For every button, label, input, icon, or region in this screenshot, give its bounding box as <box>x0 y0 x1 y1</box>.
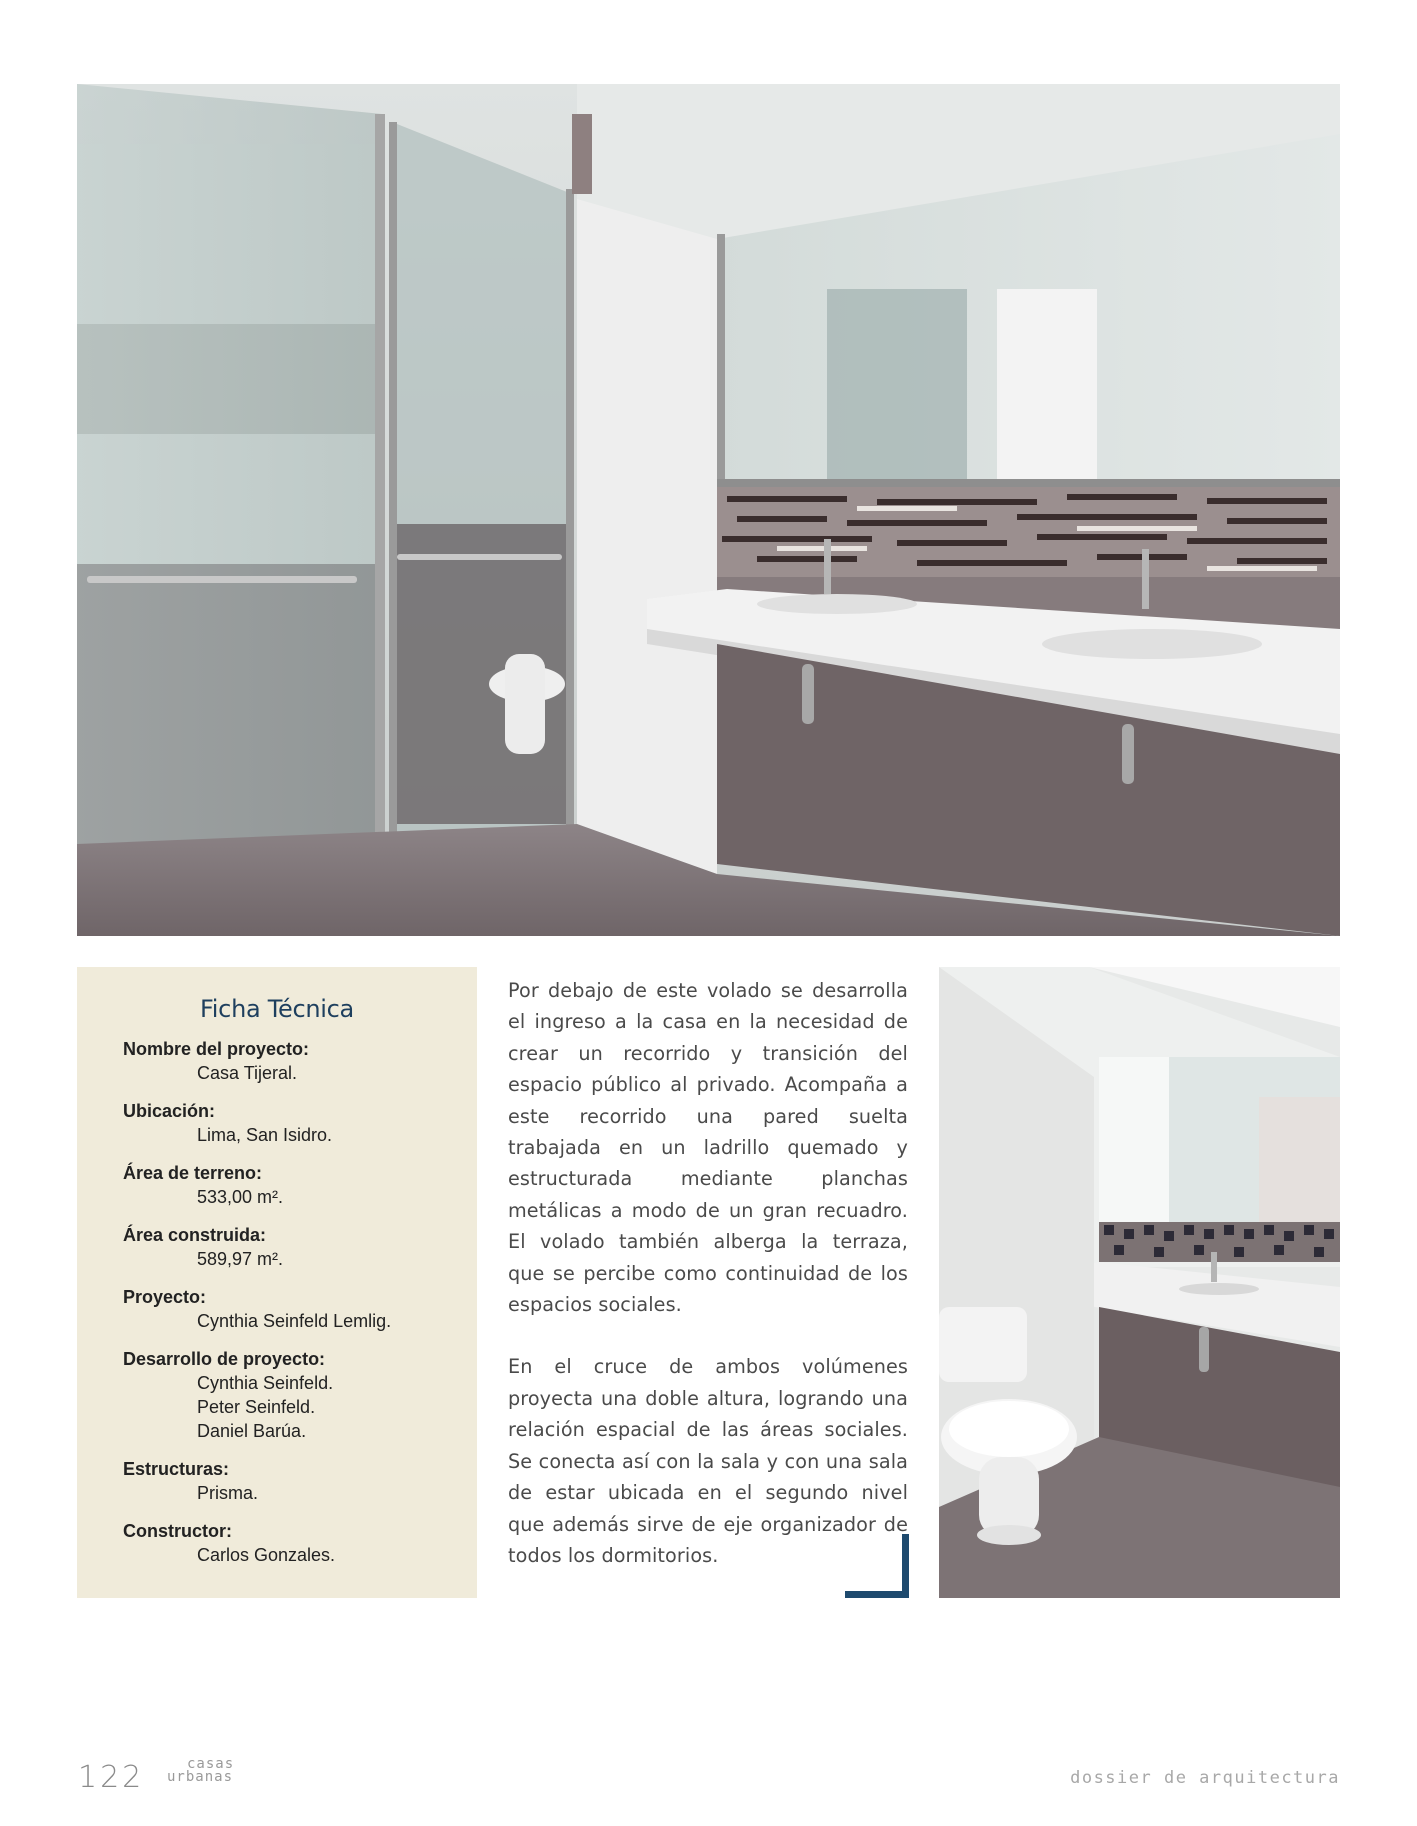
side-bathroom-photo <box>939 967 1340 1598</box>
ficha-item-label: Proyecto: <box>123 1287 207 1307</box>
ficha-item-value: Carlos Gonzales. <box>197 1545 336 1565</box>
ficha-item-value: Prisma. <box>197 1483 259 1503</box>
ficha-tecnica-panel <box>77 967 477 1598</box>
ficha-item-value: Casa Tijeral. <box>197 1063 298 1083</box>
ficha-item-value: Peter Seinfeld. <box>197 1397 316 1417</box>
ficha-item-value: Cynthia Seinfeld Lemlig. <box>197 1311 392 1331</box>
ficha-item-value: Cynthia Seinfeld. <box>197 1373 334 1393</box>
toilet-sink-illustration <box>939 967 1340 1598</box>
section-name: dossier de arquitectura <box>1070 1768 1340 1788</box>
ficha-item <box>123 1099 477 1147</box>
brand-top: casas <box>187 1756 235 1772</box>
ficha-item-label: Constructor: <box>123 1521 232 1541</box>
ficha-item <box>123 1347 477 1443</box>
ficha-item <box>123 1161 477 1209</box>
ficha-item-label: Estructuras: <box>123 1459 230 1479</box>
ficha-item <box>123 1285 477 1333</box>
ficha-item-value: Daniel Barúa. <box>197 1421 307 1441</box>
magazine-brand <box>167 1758 234 1784</box>
ficha-item-label: Área de terreno: <box>123 1163 263 1183</box>
main-bathroom-photo <box>77 84 1340 936</box>
ficha-item-value: 589,97 m². <box>197 1249 284 1269</box>
ficha-item <box>123 1223 477 1271</box>
brand-bottom: urbanas <box>167 1769 234 1785</box>
ficha-item-label: Desarrollo de proyecto: <box>123 1349 326 1369</box>
ficha-item-label: Ubicación: <box>123 1101 216 1121</box>
corner-bracket-icon <box>845 1534 909 1598</box>
ficha-title: Ficha Técnica <box>200 995 354 1023</box>
page-number: 122 <box>78 1760 145 1795</box>
ficha-item <box>123 1457 477 1505</box>
body-text-column <box>508 975 908 1602</box>
body-paragraph-2: En el cruce de ambos volúmenes proyecta una doble altura, logrando una relación espacial de las áreas sociales. Se conecta así con la sala y con una sala de estar ubicada en el segundo nivel que además sirve de eje organizador de todos los dormitorios. <box>508 1355 908 1567</box>
ficha-item-value: Lima, San Isidro. <box>197 1125 333 1145</box>
ficha-item-label: Nombre del proyecto: <box>123 1039 310 1059</box>
ficha-item <box>123 1519 477 1567</box>
ficha-item <box>123 1037 477 1085</box>
ficha-items-list <box>123 1037 477 1567</box>
ficha-item-value: 533,00 m². <box>197 1187 284 1207</box>
bathroom-illustration <box>77 84 1340 936</box>
body-paragraph-1: Por debajo de este volado se desarrolla el ingreso a la casa en la necesidad de crear un recorrido y transición del espacio público al privado. Acompaña a este recorrido una pared suelta trabajada en un ladrillo quemado y estructurada mediante planchas metálicas a modo de un gran recuadro. El volado también alberga la terraza, que se percibe como continuidad de los espacios sociales. <box>508 979 908 1317</box>
ficha-item-label: Área construida: <box>123 1225 267 1245</box>
